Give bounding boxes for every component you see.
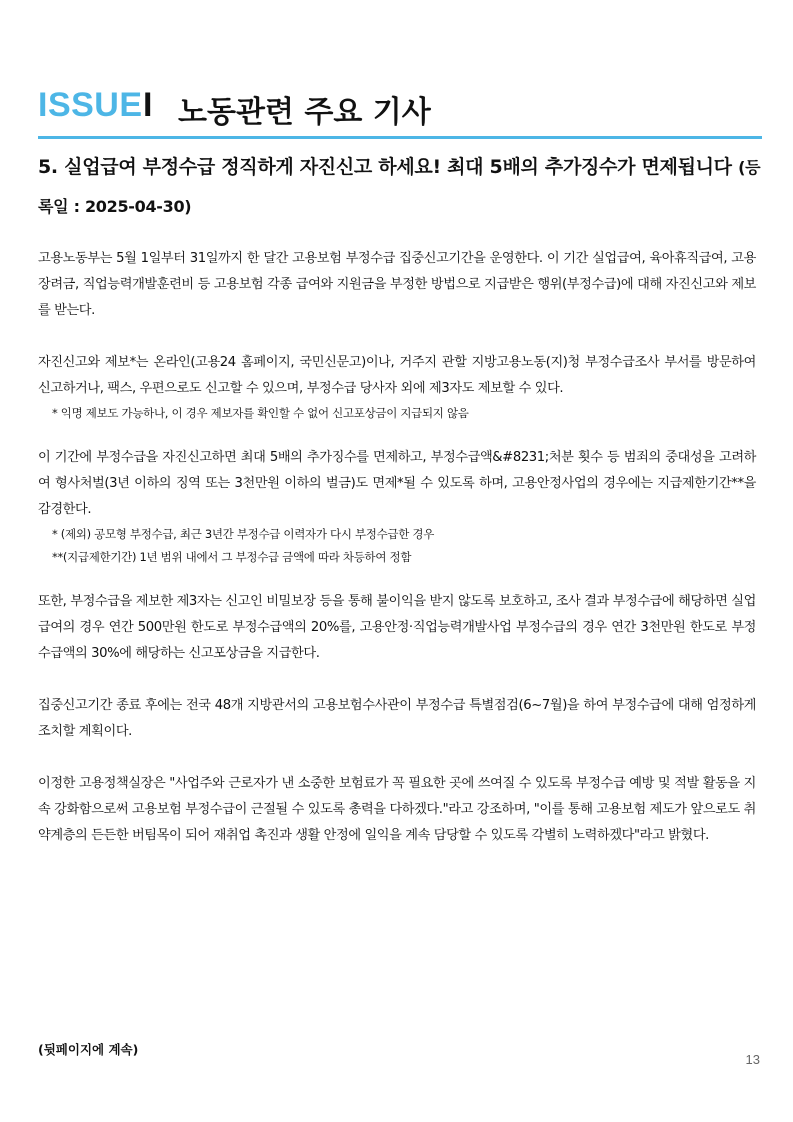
paragraph-4: 또한, 부정수급을 제보한 제3자는 신고인 비밀보장 등을 통해 불이익을 받지 않도록 보호하고, 조사 결과 부정수급에 해당하면 실업급여의 경우 연간 500만원 한도로 부정수급액의 20%를, 고용안정·직업능력개발사업 부정수급의 경우 연간 3천만원 한도로 부정수급액의 30%에 해당하는 신고포상금을 지급한다. [38,594,756,661]
article-title-text: 5. 실업급여 부정수급 정직하게 자진신고 하세요! 최대 5배의 추가징수가 면제됩니다 [38,156,732,178]
paragraph-3-notes [38,523,756,569]
paragraph-5: 집중신고기간 종료 후에는 전국 48개 지방관서의 고용보험수사관이 부정수급 특별점검(6~7월)을 하여 부정수급에 대해 엄정하게 조치할 계획이다. [38,698,756,739]
continued-note: (뒷페이지에 계속) [38,1042,139,1057]
issue-label: ISSUE [38,86,143,124]
footnote: * 익명 제보도 가능하나, 이 경우 제보자를 확인할 수 없어 신고포상금이 지급되지 않음 [52,406,469,420]
article-body [38,246,756,875]
page-number: 13 [745,1052,760,1067]
header-separator: I [143,86,153,124]
paragraph-3: 이 기간에 부정수급을 자진신고하면 최대 5배의 추가징수를 면제하고, 부정수급액&#8231;처분 횟수 등 범죄의 중대성을 고려하여 형사처벌(3년 이하의 징역 또는 3천만원 이하의 벌금)도 면제*될 수 있도록 하며, 고용안정사업의 경우에는 지급제한기간**을 감경한다. [38,450,756,517]
paragraph-2: 자진신고와 제보*는 온라인(고용24 홈페이지, 국민신문고)이나, 거주지 관할 지방고용노동(지)청 부정수급조사 부서를 방문하여 신고하거나, 팩스, 우편으로도 신고할 수 있으며, 부정수급 당사자 외에 제3자도 제보할 수 있다. [38,355,756,396]
section-title: 노동관련 주요 기사 [178,95,431,130]
article-title [38,148,762,226]
paragraph-1: 고용노동부는 5월 1일부터 31일까지 한 달간 고용보험 부정수급 집중신고기간을 운영한다. 이 기간 실업급여, 육아휴직급여, 고용장려금, 직업능력개발훈련비 등 고용보험 각종 급여와 지원금을 부정한 방법으로 지급받은 행위(부정수급)에 대해 자진신고와 제보를 받는다. [38,251,756,318]
article-date: (등록일 : 2025-04-30) [38,158,761,216]
footnote: * (제외) 공모형 부정수급, 최근 3년간 부정수급 이력자가 다시 부정수급한 경우 [52,527,435,541]
footnote: **(지급제한기간) 1년 범위 내에서 그 부정수급 금액에 따라 차등하여 정함 [52,550,412,564]
paragraph-6: 이정한 고용정책실장은 "사업주와 근로자가 낸 소중한 보험료가 꼭 필요한 곳에 쓰여질 수 있도록 부정수급 예방 및 적발 활동을 지속 강화함으로써 고용보험 부정수급이 근절될 수 있도록 총력을 다하겠다."라고 강조하며, "이를 통해 고용보험 제도가 앞으로도 취약계층의 든든한 버팀목이 되어 재취업 촉진과 생활 안정에 일익을 계속 담당할 수 있도록 각별히 노력하겠다"라고 밝혔다. [38,776,756,843]
paragraph-2-notes [38,402,756,425]
section-header [38,86,762,139]
